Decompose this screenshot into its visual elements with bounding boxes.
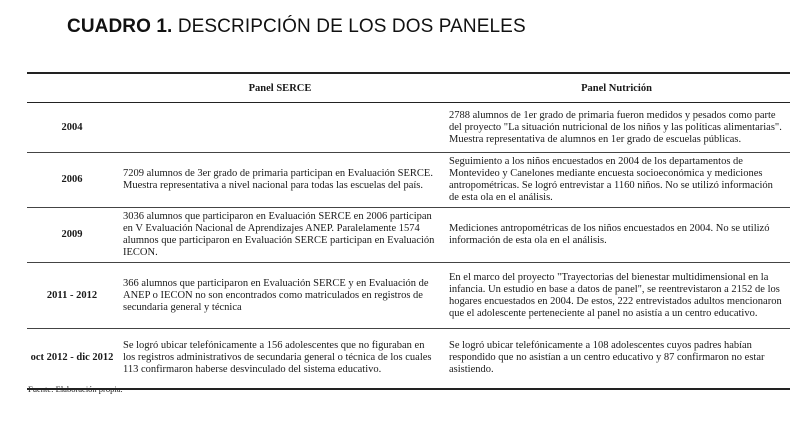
header-period (27, 73, 117, 103)
table-row (27, 263, 790, 329)
row-nutricion: Mediciones antropométricas de los niños encuestados en 2004. No se utilizó información de esta ola en el análisis. (443, 208, 790, 263)
row-serce: Se logró ubicar telefónicamente a 156 adolescentes que no figuraban en los registros administrativos de secundaria general o técnica de los cuales 113 confirmaron haberse desvinculado del sistema educativo. (117, 329, 443, 389)
header-panel-serce: Panel SERCE (117, 73, 443, 103)
header-row (27, 73, 790, 103)
table-number: CUADRO 1. (67, 16, 173, 37)
row-year: 2011 - 2012 (27, 263, 117, 329)
row-nutricion: Seguimiento a los niños encuestados en 2004 de los departamentos de Montevideo y Canelones mediante encuesta socioeconómica y mediciones antropométricas. Se logró entrevistar a 1160 niños. No se utilizó información de esta ola en el análisis. (443, 153, 790, 208)
panels-table (27, 72, 790, 390)
table-row (27, 103, 790, 153)
row-year: oct 2012 - dic 2012 (27, 329, 117, 389)
row-nutricion: 2788 alumnos de 1er grado de primaria fueron medidos y pesados como parte del proyecto "La situación nutricional de los niños y las políticas alimentarias". Muestra representativa de alumnos en 1er grado de escuelas públicas. (443, 103, 790, 153)
row-serce: 7209 alumnos de 3er grado de primaria participan en Evaluación SERCE. Muestra representativa a nivel nacional para todas las escuelas del país. (117, 153, 443, 208)
row-serce: 3036 alumnos que participaron en Evaluación SERCE en 2006 participan en V Evaluación Nacional de Aprendizajes ANEP. Paralelamente 1574 alumnos que participaron en Evaluación SERCE participan en Evaluación IECON. (117, 208, 443, 263)
source-note: Fuente: Elaboración propia. (28, 384, 123, 394)
table-row (27, 208, 790, 263)
row-serce: 366 alumnos que participaron en Evaluación SERCE y en Evaluación de ANEP o IECON no son encontrados como matriculados en registros de secundaria general y técnica (117, 263, 443, 329)
row-nutricion: En el marco del proyecto "Trayectorias del bienestar multidimensional en la infancia. Un estudio en base a datos de panel", se reentrevistaron a 2152 de los hogares encuestados en 2004. De estos, 222 entrevistados adultos mencionaron que el adolescente perteneciente al panel no asistía a un centro educativo. (443, 263, 790, 329)
row-nutricion: Se logró ubicar telefónicamente a 108 adolescentes cuyos padres habían respondido que no asistían a un centro educativo y 87 confirmaron no estar asistiendo. (443, 329, 790, 389)
row-year: 2004 (27, 103, 117, 153)
table-title-text: DESCRIPCIÓN DE LOS DOS PANELES (177, 16, 526, 37)
table-title (67, 16, 526, 38)
header-panel-nutricion: Panel Nutrición (443, 73, 790, 103)
row-year: 2009 (27, 208, 117, 263)
table-row (27, 153, 790, 208)
row-year: 2006 (27, 153, 117, 208)
row-serce (117, 103, 443, 153)
table-row (27, 329, 790, 389)
